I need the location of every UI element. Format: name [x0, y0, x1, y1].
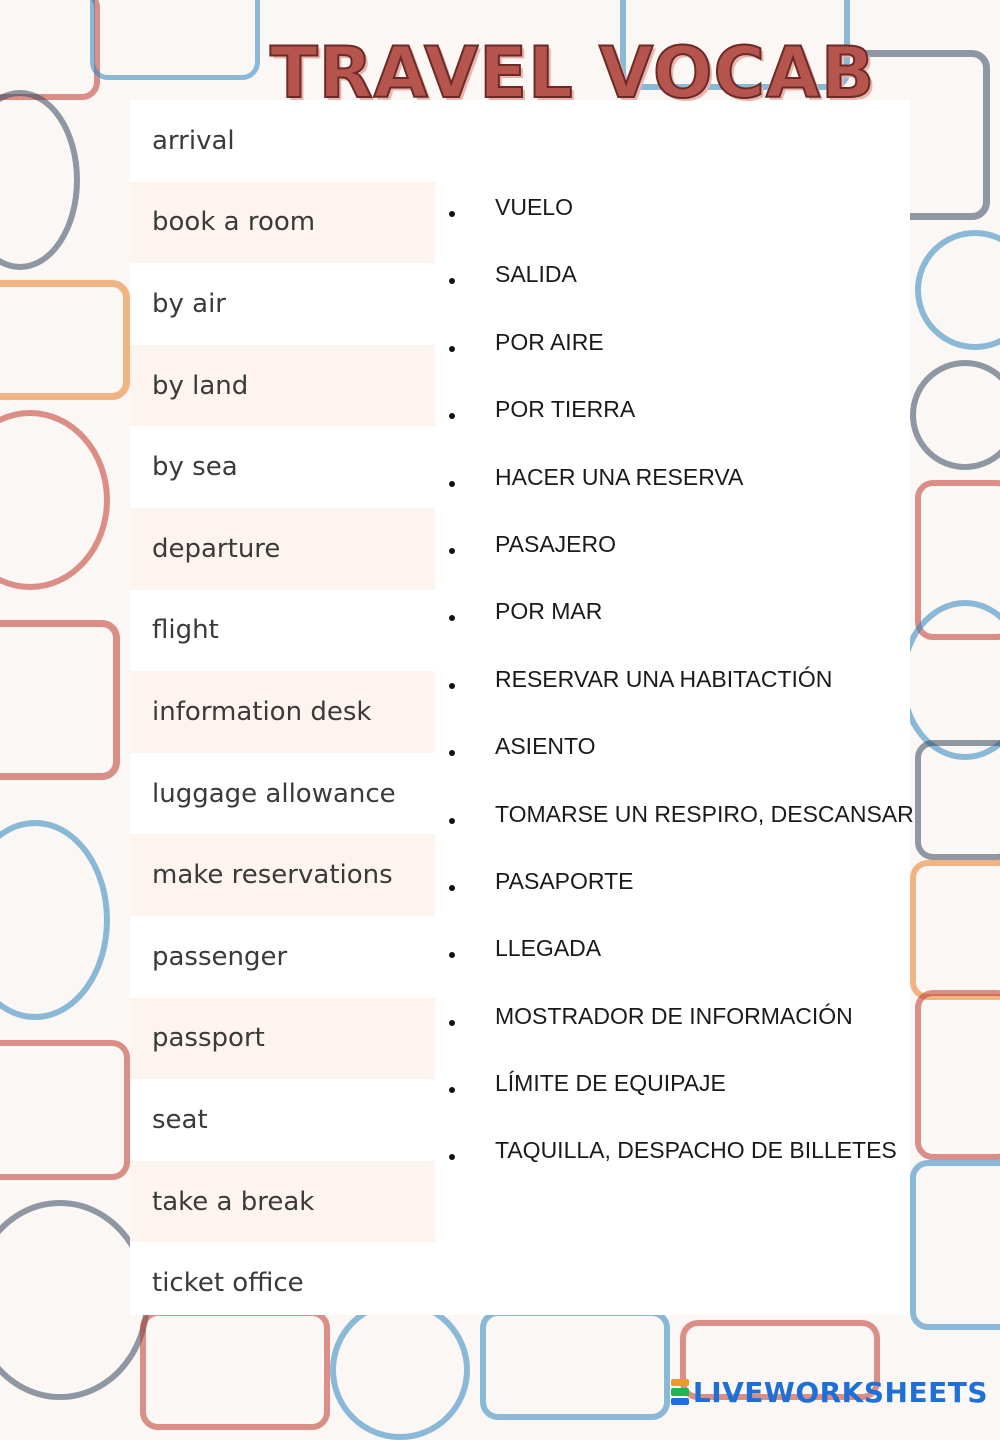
spanish-term[interactable] — [445, 578, 915, 645]
bullet-icon — [449, 548, 455, 554]
liveworksheets-logo-icon — [671, 1379, 689, 1405]
bullet-icon — [449, 750, 455, 756]
spanish-term-label: PASAPORTE — [495, 867, 634, 894]
spanish-term-label: PASAJERO — [495, 530, 616, 557]
brand-name: LIVEWORKSHEETS — [692, 1375, 988, 1409]
english-vocab-list — [130, 100, 435, 1324]
spanish-term[interactable] — [445, 174, 915, 241]
stamp-decoration — [0, 90, 80, 270]
stamp-decoration — [0, 620, 120, 780]
spanish-term-label: POR MAR — [495, 598, 603, 625]
stamp-decoration — [0, 0, 100, 100]
stamp-decoration — [480, 1310, 670, 1420]
bullet-icon — [449, 885, 455, 891]
stamp-decoration — [910, 1160, 1000, 1330]
english-term[interactable]: by sea — [152, 452, 238, 483]
spanish-term-label: POR AIRE — [495, 328, 604, 355]
bullet-icon — [449, 615, 455, 621]
bullet-icon — [449, 413, 455, 419]
stamp-decoration — [140, 1310, 330, 1430]
stamp-decoration — [910, 360, 1000, 470]
spanish-term[interactable] — [445, 511, 915, 578]
stamp-decoration — [915, 740, 1000, 860]
worksheet-title: TRAVEL VOCAB — [270, 32, 876, 114]
spanish-term[interactable] — [445, 646, 915, 713]
spanish-term[interactable] — [445, 241, 915, 308]
bullet-icon — [449, 1154, 455, 1160]
stamp-decoration — [0, 280, 130, 400]
spanish-term-label: TAQUILLA, DESPACHO DE BILLETES — [495, 1137, 897, 1164]
stamp-decoration — [910, 860, 1000, 1000]
spanish-term[interactable] — [445, 713, 915, 780]
spanish-term-label: RESERVAR UNA HABITACTIÓN — [495, 665, 833, 692]
english-term[interactable]: flight — [152, 615, 219, 646]
english-term[interactable]: make reservations — [130, 834, 435, 916]
bullet-icon — [449, 1087, 455, 1093]
english-term[interactable]: by air — [152, 288, 227, 319]
spanish-term[interactable] — [445, 781, 915, 848]
stamp-decoration — [0, 820, 110, 1020]
stamp-decoration — [0, 1040, 130, 1180]
bullet-icon — [449, 1020, 455, 1026]
spanish-term-label: HACER UNA RESERVA — [495, 463, 744, 490]
spanish-term-label: TOMARSE UN RESPIRO, DESCANSAR — [495, 800, 914, 827]
spanish-term-label: LLEGADA — [495, 935, 602, 962]
spanish-term-label: MOSTRADOR DE INFORMACIÓN — [495, 1002, 853, 1029]
spanish-term-label: POR TIERRA — [495, 396, 636, 423]
english-term[interactable]: luggage allowance — [152, 778, 396, 809]
spanish-vocab-list — [445, 174, 915, 1185]
english-term[interactable]: passenger — [152, 941, 288, 972]
spanish-term-label: ASIENTO — [495, 733, 596, 760]
stamp-decoration — [915, 230, 1000, 350]
stamp-decoration — [0, 410, 110, 590]
english-term[interactable]: seat — [152, 1104, 208, 1135]
spanish-term[interactable] — [445, 309, 915, 376]
spanish-term[interactable] — [445, 444, 915, 511]
bullet-icon — [449, 683, 455, 689]
liveworksheets-brand[interactable] — [671, 1376, 988, 1408]
english-term[interactable]: departure — [130, 508, 435, 590]
english-term[interactable]: take a break — [130, 1161, 435, 1243]
bullet-icon — [449, 818, 455, 824]
spanish-term[interactable] — [445, 915, 915, 982]
stamp-decoration — [915, 990, 1000, 1160]
spanish-term[interactable] — [445, 376, 915, 443]
spanish-term-label: SALIDA — [495, 261, 577, 288]
bullet-icon — [449, 278, 455, 284]
bullet-icon — [449, 211, 455, 217]
english-term[interactable]: ticket office — [152, 1268, 304, 1299]
spanish-term[interactable] — [445, 1117, 915, 1184]
bullet-icon — [449, 346, 455, 352]
spanish-term[interactable] — [445, 848, 915, 915]
english-term[interactable]: book a room — [130, 182, 435, 264]
spanish-term-label: VUELO — [495, 194, 573, 220]
english-term[interactable]: by land — [130, 345, 435, 427]
spanish-term-label: LÍMITE DE EQUIPAJE — [495, 1070, 726, 1097]
spanish-term[interactable] — [445, 983, 915, 1050]
bullet-icon — [449, 952, 455, 958]
bullet-icon — [449, 481, 455, 487]
english-term[interactable]: passport — [130, 998, 435, 1080]
stamp-decoration — [0, 1200, 150, 1400]
stamp-decoration — [90, 0, 260, 80]
english-term[interactable]: information desk — [130, 671, 435, 753]
spanish-term[interactable] — [445, 1050, 915, 1117]
english-term[interactable]: arrival — [152, 125, 235, 156]
